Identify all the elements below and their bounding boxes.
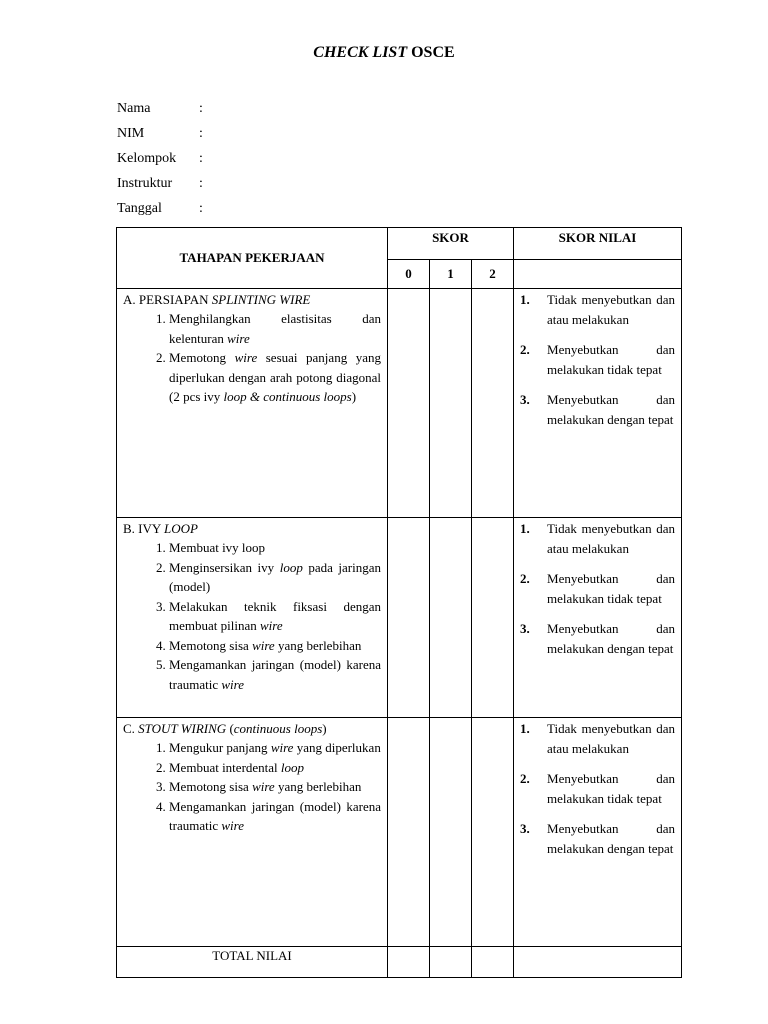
- header-skor: SKOR: [388, 228, 514, 260]
- identity-label: NIM: [117, 126, 145, 141]
- criteria-number: 1.: [520, 721, 530, 736]
- step-item: 3. Melakukan teknik fiksasi dengan membuat pilinan wire: [169, 597, 381, 636]
- criteria-item: [520, 569, 675, 608]
- header-skor-nilai: SKOR NILAI: [514, 228, 682, 260]
- criteria-number: 1.: [520, 521, 530, 536]
- criteria-number: 2.: [520, 342, 530, 357]
- step-item: 4. Memotong sisa wire yang berlebihan: [169, 636, 381, 656]
- criteria-number: 3.: [520, 621, 530, 636]
- criteria-text: Menyebutkan dan melakukan tidak tepat: [547, 771, 676, 806]
- section-title-prefix: C.: [123, 721, 139, 736]
- identity-label: Instruktur: [117, 176, 173, 191]
- step-item: 1. Membuat ivy loop: [169, 538, 381, 558]
- score-cell-0[interactable]: [388, 518, 430, 718]
- section-title-prefix: B. IVY: [123, 521, 165, 536]
- page-title: [0, 44, 768, 62]
- score-cell-0[interactable]: [388, 718, 430, 947]
- section-title-italic: STOUT WIRING: [138, 721, 227, 736]
- step-list: [123, 309, 381, 407]
- section-title: [123, 290, 381, 309]
- score-cell-0[interactable]: [388, 289, 430, 518]
- section-steps-cell: [117, 289, 388, 518]
- criteria-text: Menyebutkan dan melakukan tidak tepat: [547, 342, 676, 377]
- header-row: [117, 228, 682, 260]
- step-item: 3. Memotong sisa wire yang berlebihan: [169, 777, 381, 797]
- criteria-number: 2.: [520, 571, 530, 586]
- total-score-cell-2[interactable]: [472, 947, 514, 978]
- section-title-prefix: A. PERSIAPAN: [123, 292, 212, 307]
- score-cell-2[interactable]: [472, 518, 514, 718]
- section-title-suffix-end: ): [322, 721, 327, 736]
- score-cell-2[interactable]: [472, 289, 514, 518]
- criteria-number: 3.: [520, 821, 530, 836]
- criteria-item: [520, 719, 675, 758]
- criteria-text: Menyebutkan dan melakukan dengan tepat: [547, 821, 676, 856]
- section-title-suffix-italic: continuous loops: [233, 721, 323, 736]
- section-title: [123, 519, 381, 538]
- title-rest: OSCE: [407, 44, 455, 61]
- criteria-item: [520, 819, 675, 858]
- total-score-cell-0[interactable]: [388, 947, 430, 978]
- section-title-italic: SPLINTING WIRE: [211, 292, 311, 307]
- criteria-item: [520, 340, 675, 379]
- total-nilai-cell[interactable]: [514, 947, 682, 978]
- identity-row-nama: [117, 101, 219, 126]
- score-cell-2[interactable]: [472, 718, 514, 947]
- section-title: [123, 719, 381, 738]
- step-item: 2. Memotong wire sesuai panjang yang diperlukan dengan arah potong diagonal (2 pcs ivy loop & continuous loops): [169, 348, 381, 407]
- step-item: 5. Mengamankan jaringan (model) karena traumatic wire: [169, 655, 381, 694]
- header-score-1: 1: [430, 260, 472, 289]
- score-cell-1[interactable]: [430, 518, 472, 718]
- section-title-italic: LOOP: [164, 521, 198, 536]
- header-empty: [514, 260, 682, 289]
- criteria-item: [520, 519, 675, 558]
- criteria-number: 1.: [520, 292, 530, 307]
- criteria-number: 2.: [520, 771, 530, 786]
- section-steps-cell: [117, 718, 388, 947]
- identity-label: Kelompok: [117, 151, 177, 166]
- criteria-cell: [514, 718, 682, 947]
- total-row: [117, 947, 682, 978]
- score-cell-1[interactable]: [430, 289, 472, 518]
- checklist-table: [116, 227, 682, 978]
- section-row-c: [117, 718, 682, 947]
- criteria-item: [520, 769, 675, 808]
- identity-colon: :: [199, 101, 203, 116]
- header-score-2: 2: [472, 260, 514, 289]
- criteria-text: Tidak menyebutkan dan atau melakukan: [547, 292, 676, 327]
- step-list: [123, 738, 381, 836]
- criteria-text: Tidak menyebutkan dan atau melakukan: [547, 721, 676, 756]
- section-title-suffix: (: [226, 721, 234, 736]
- step-item: 2. Membuat interdental loop: [169, 758, 381, 778]
- section-row-a: [117, 289, 682, 518]
- step-list: [123, 538, 381, 694]
- total-score-cell-1[interactable]: [430, 947, 472, 978]
- criteria-item: [520, 390, 675, 429]
- header-score-0: 0: [388, 260, 430, 289]
- criteria-cell: [514, 289, 682, 518]
- section-row-b: [117, 518, 682, 718]
- identity-colon: :: [199, 151, 203, 166]
- score-cell-1[interactable]: [430, 718, 472, 947]
- section-steps-cell: [117, 518, 388, 718]
- identity-colon: :: [199, 176, 203, 191]
- identity-row-tanggal: [117, 201, 219, 226]
- header-tahapan: TAHAPAN PEKERJAAN: [117, 228, 388, 289]
- identity-colon: :: [199, 126, 203, 141]
- criteria-text: Menyebutkan dan melakukan tidak tepat: [547, 571, 676, 606]
- identity-fields: [117, 101, 219, 226]
- identity-row-nim: [117, 126, 219, 151]
- step-item: 4. Mengamankan jaringan (model) karena traumatic wire: [169, 797, 381, 836]
- criteria-number: 3.: [520, 392, 530, 407]
- identity-row-instruktur: [117, 176, 219, 201]
- identity-row-kelompok: [117, 151, 219, 176]
- criteria-text: Tidak menyebutkan dan atau melakukan: [547, 521, 676, 556]
- criteria-cell: [514, 518, 682, 718]
- criteria-text: Menyebutkan dan melakukan dengan tepat: [547, 621, 676, 656]
- identity-label: Nama: [117, 101, 151, 116]
- step-item: 1. Menghilangkan elastisitas dan kelenturan wire: [169, 309, 381, 348]
- criteria-item: [520, 619, 675, 658]
- identity-colon: :: [199, 201, 203, 216]
- step-item: 1. Mengukur panjang wire yang diperlukan: [169, 738, 381, 758]
- total-label: TOTAL NILAI: [117, 947, 388, 978]
- identity-label: Tanggal: [117, 201, 162, 216]
- title-italic: CHECK LIST: [313, 44, 408, 61]
- criteria-text: Menyebutkan dan melakukan dengan tepat: [547, 392, 676, 427]
- criteria-item: [520, 290, 675, 329]
- step-item: 2. Menginsersikan ivy loop pada jaringan (model): [169, 558, 381, 597]
